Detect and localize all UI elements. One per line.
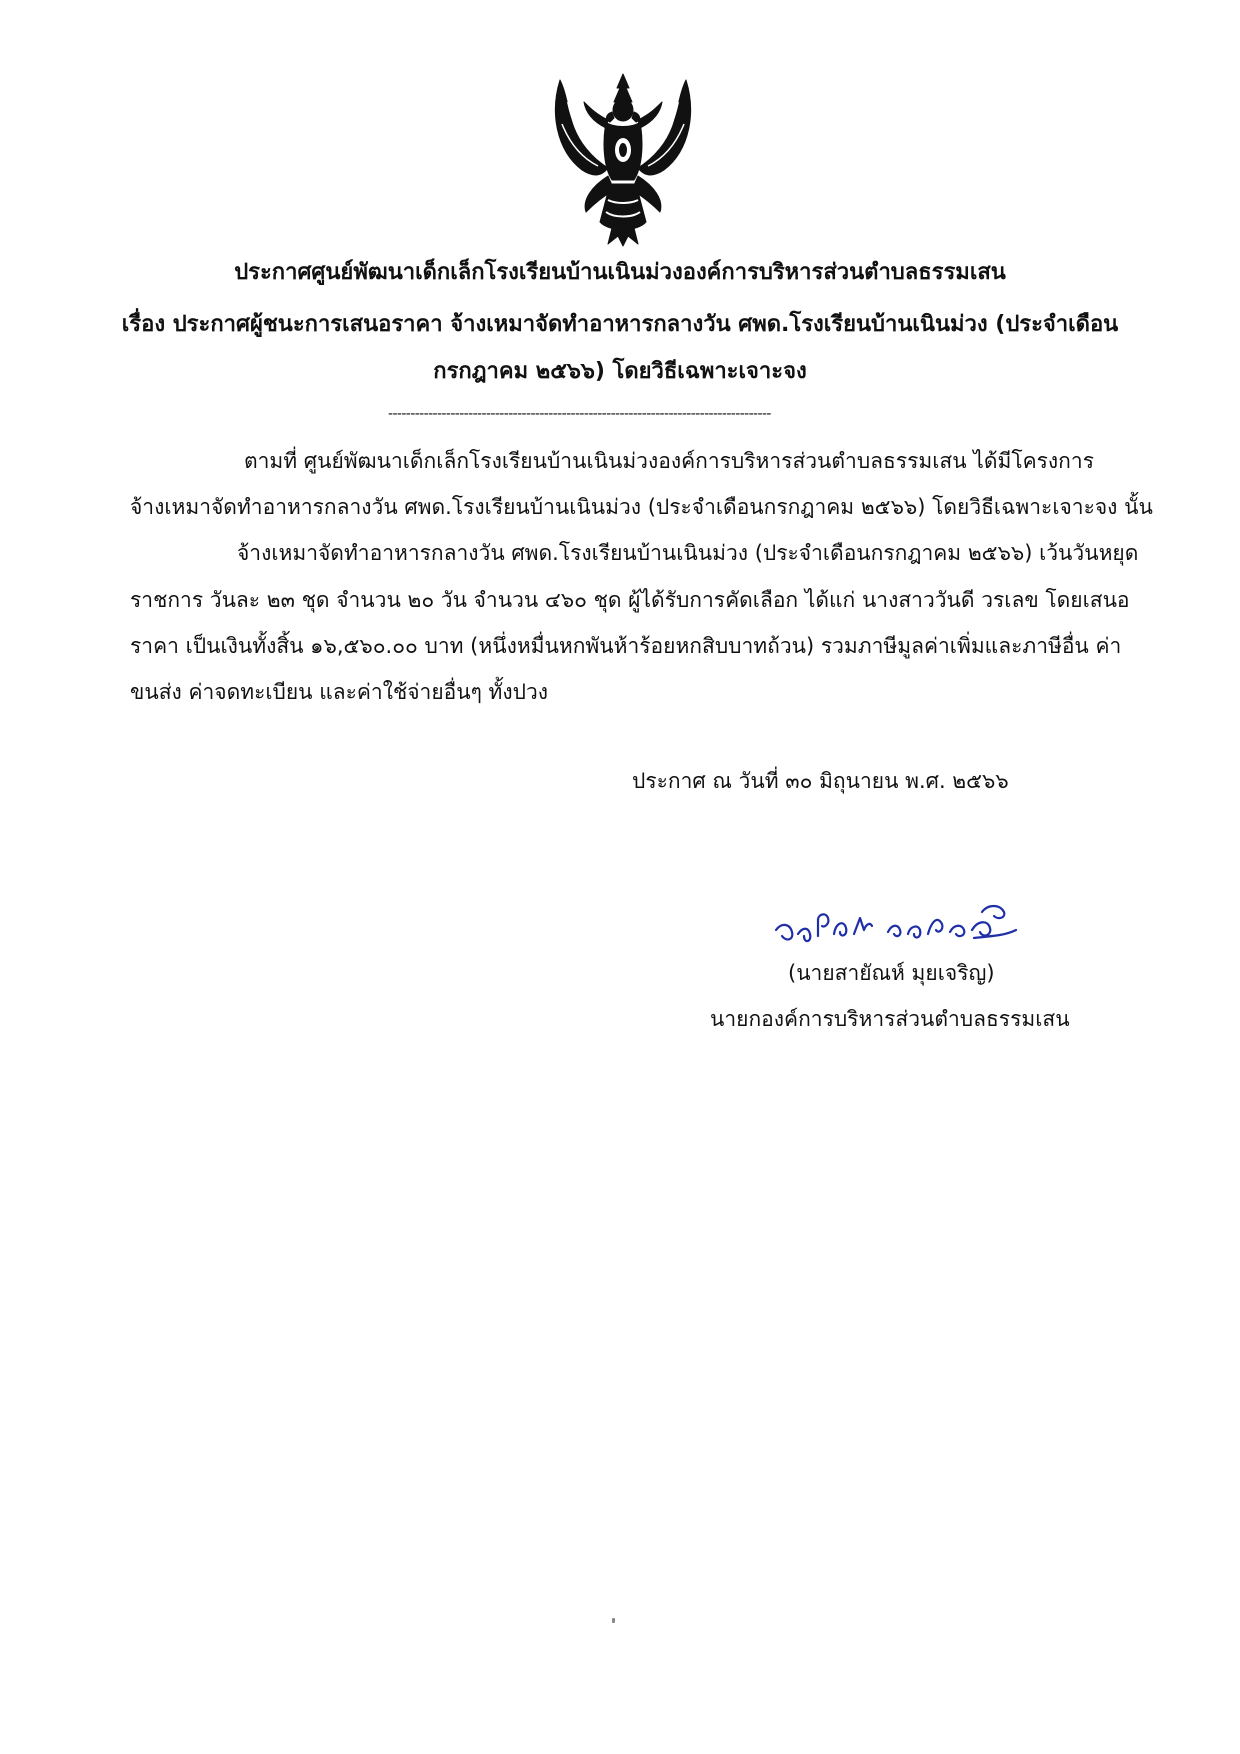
body-text-line: ตามที่ ศูนย์พัฒนาเด็กเล็กโรงเรียนบ้านเนินม่วงองค์การบริหารส่วนตำบลธรรมเสน ได้มีโครงการ	[244, 449, 1094, 473]
separator-line: --------------------------------------------------------------------------------------	[388, 406, 771, 422]
announcement-date: ประกาศ ณ วันที่ ๓๐ มิถุนายน พ.ศ. ๒๕๖๖	[632, 769, 1009, 793]
handwritten-signature	[768, 890, 1028, 952]
announcement-subject-continued: กรกฎาคม ๒๕๖๖) โดยวิธีเฉพาะเจาะจง	[433, 359, 807, 384]
body-text-line: ราชการ วันละ ๒๓ ชุด จำนวน ๒๐ วัน จำนวน ๔๖๐ ชุด ผู้ได้รับการคัดเลือก ได้แก่ นางสาววันดี วรเลข โดยเสนอ	[130, 588, 1130, 612]
announcement-subject: เรื่อง ประกาศผู้ชนะการเสนอราคา จ้างเหมาจัดทำอาหารกลางวัน ศพด.โรงเรียนบ้านเนินม่วง (ประจำเดือน	[121, 312, 1119, 337]
body-text-line: ราคา เป็นเงินทั้งสิ้น ๑๖,๕๖๐.๐๐ บาท (หนึ่งหมื่นหกพันห้าร้อยหกสิบบาทถ้วน) รวมภาษีมูลค่าเพิ่มและภาษีอื่น ค่า	[130, 634, 1122, 658]
signer-name: (นายสายัณห์ มุยเจริญ)	[788, 961, 995, 985]
announcement-title: ประกาศศูนย์พัฒนาเด็กเล็กโรงเรียนบ้านเนินม่วงองค์การบริหารส่วนตำบลธรรมเสน	[234, 260, 1006, 285]
body-text-line: ขนส่ง ค่าจดทะเบียน และค่าใช้จ่ายอื่นๆ ทั้งปวง	[130, 680, 549, 704]
garuda-emblem-icon	[548, 72, 698, 247]
body-text-line: จ้างเหมาจัดทำอาหารกลางวัน ศพด.โรงเรียนบ้านเนินม่วง (ประจำเดือนกรกฎาคม ๒๕๖๖) โดยวิธีเฉพาะเจาะจง นั้น	[130, 495, 1153, 519]
body-text-line: จ้างเหมาจัดทำอาหารกลางวัน ศพด.โรงเรียนบ้านเนินม่วง (ประจำเดือนกรกฎาคม ๒๕๖๖) เว้นวันหยุด	[237, 541, 1139, 565]
scan-speck	[612, 1618, 615, 1623]
signer-position: นายกองค์การบริหารส่วนตำบลธรรมเสน	[710, 1007, 1070, 1031]
